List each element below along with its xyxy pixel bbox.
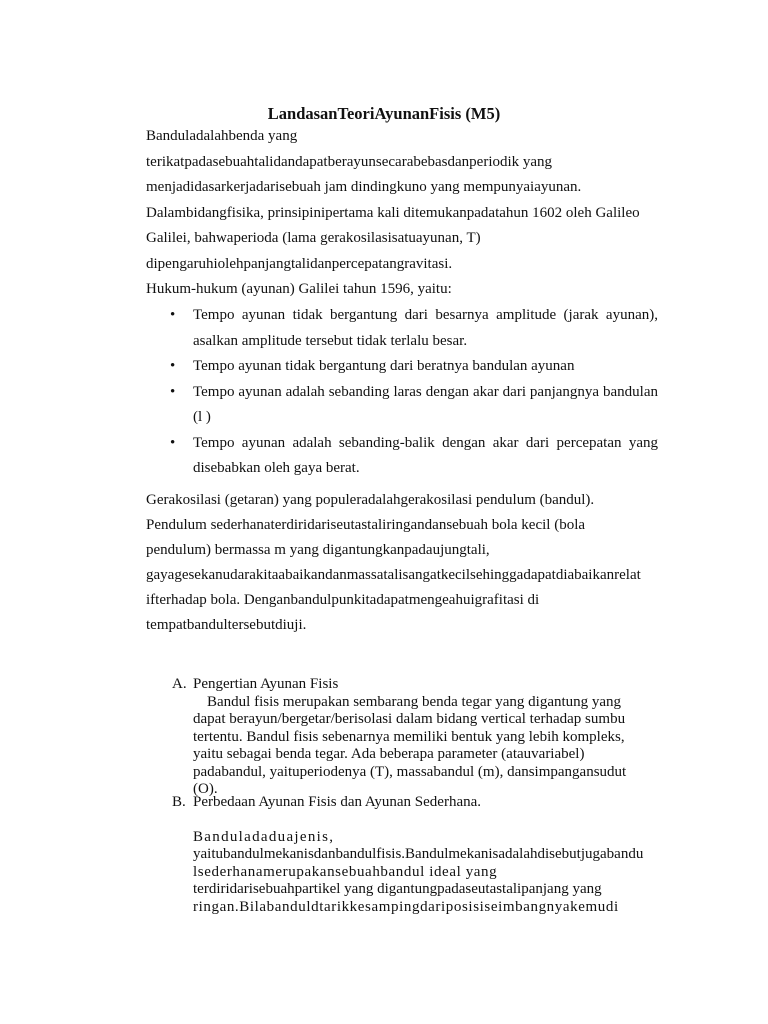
list-item-text: Tempo ayunan adalah sebanding laras dengan akar dari panjangnya bandulan (l ) bbox=[193, 383, 658, 425]
paragraph-line: Gerakosilasi (getaran) yang populeradalahgerakosilasi pendulum (bandul). bbox=[146, 492, 595, 508]
section-a-body bbox=[172, 694, 662, 799]
section-a-label: A. bbox=[172, 676, 187, 692]
paragraph-line: pendulum) bermassa m yang digantungkanpadaujungtali, bbox=[146, 542, 490, 558]
section-b-line: ringan.Bilabanduldtarikkesampingdariposisiseimbangnyakemudi bbox=[193, 898, 619, 915]
section-a-line: padabandul, yaituperiodenya (T), massabandul (m), dansimpangansudut bbox=[193, 763, 627, 780]
list-item bbox=[146, 303, 658, 354]
list-item-text: Tempo ayunan adalah sebanding-balik dengan akar dari percepatan yang disebabkan oleh gaya berat. bbox=[193, 434, 658, 476]
paragraph-line: tempatbandultersebutdiuji. bbox=[146, 617, 307, 633]
section-a-line: Bandul fisis merupakan sembarang benda tegar yang digantung yang bbox=[207, 693, 622, 710]
bullet-icon: • bbox=[170, 434, 176, 451]
section-b-line: terdiridarisebuahpartikel yang digantungpadaseutastalipanjang yang bbox=[193, 881, 602, 897]
intro-line: dipengaruhiolehpanjangtalidanpercepatangravitasi. bbox=[146, 255, 453, 272]
list-item bbox=[146, 431, 658, 482]
section-a bbox=[172, 676, 662, 799]
intro-line: menjadidasarkerjadarisebuah jam dindingkuno yang mempunyaiayunan. bbox=[146, 179, 582, 195]
list-item-text: Tempo ayunan tidak bergantung dari beratnya bandulan ayunan bbox=[193, 358, 575, 374]
section-a-heading bbox=[172, 676, 662, 694]
paragraph-line: ifterhadap bola. Denganbandulpunkitadapatmengeahuigrafitasi di bbox=[146, 592, 540, 608]
section-b-title: Perbedaan Ayunan Fisis dan Ayunan Sederhana. bbox=[193, 794, 482, 810]
section-b-heading bbox=[172, 794, 662, 812]
intro-line: terikatpadasebuahtalidandapatberayunsecarabebasdanperiodik yang bbox=[146, 153, 553, 170]
intro-paragraph bbox=[146, 124, 666, 303]
paragraph-line: Pendulum sederhanaterdiridariseutastaliringandansebuah bola kecil (bola bbox=[146, 517, 586, 533]
section-a-line: yaitu sebagai benda tegar. Ada beberapa parameter (atauvariabel) bbox=[193, 746, 585, 762]
bullet-icon: • bbox=[170, 358, 176, 374]
section-b-line: Banduladaduajenis, bbox=[193, 828, 335, 845]
section-b-label: B. bbox=[172, 794, 186, 810]
galilei-laws-list bbox=[146, 303, 658, 482]
section-b-body bbox=[172, 829, 662, 917]
intro-line: Banduladalahbenda yang bbox=[146, 128, 298, 144]
bullet-icon: • bbox=[170, 383, 176, 400]
list-item-text: Tempo ayunan tidak bergantung dari besarnya amplitude (jarak ayunan), asalkan amplitude tersebut tidak terlalu besar. bbox=[193, 307, 658, 349]
intro-line: Hukum-hukum (ayunan) Galilei tahun 1596, yaitu: bbox=[146, 281, 452, 297]
list-item bbox=[146, 380, 658, 431]
section-b bbox=[172, 794, 662, 916]
document-title: LandasanTeoriAyunanFisis (M5) bbox=[267, 104, 501, 123]
paragraph-line: gayagesekanudarakitaabaikandanmassatalisangatkecilsehinggadapatdiabaikanrelat bbox=[146, 567, 641, 583]
intro-line: Galilei, bahwaperioda (lama gerakosilasisatuayunan, T) bbox=[146, 230, 481, 246]
intro-line: Dalambidangfisika, prinsipinipertama kali ditemukanpadatahun 1602 oleh Galileo bbox=[146, 204, 640, 221]
list-item bbox=[146, 354, 658, 380]
section-a-title: Pengertian Ayunan Fisis bbox=[193, 676, 339, 692]
section-a-line: dapat berayun/bergetar/berisolasi dalam bidang vertical terhadap sumbu bbox=[193, 711, 626, 727]
section-b-line: yaitubandulmekanisdanbandulfisis.Bandulmekanisadalahdisebutjugabandu bbox=[193, 846, 644, 862]
section-a-line: (O). bbox=[193, 781, 218, 797]
bullet-icon: • bbox=[170, 307, 176, 323]
pendulum-paragraph bbox=[146, 488, 666, 638]
section-b-line: lsederhanamerupakansebuahbandul ideal yang bbox=[193, 863, 498, 880]
section-a-line: tertentu. Bandul fisis sebenarnya memiliki bentuk yang lebih kompleks, bbox=[193, 728, 625, 745]
